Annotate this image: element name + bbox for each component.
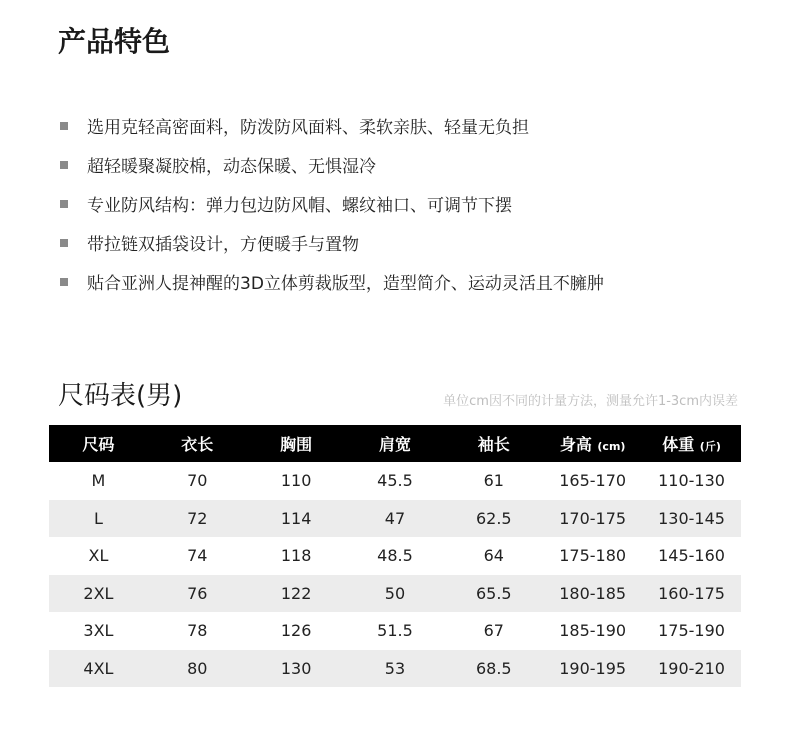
table-row	[49, 537, 741, 575]
table-row	[49, 650, 741, 688]
feature-text: 选用克轻高密面料，防泼防风面料、柔软亲肤、轻量无负担	[87, 118, 529, 138]
column-header-sleeve	[444, 425, 543, 462]
features-title: 产品特色	[58, 25, 171, 58]
column-header-label: 袖长	[477, 435, 510, 454]
table-cell: 4XL	[49, 650, 148, 688]
table-row	[49, 575, 741, 613]
table-cell: 78	[187, 621, 208, 641]
column-header-label: 胸围	[280, 435, 313, 454]
column-header-length	[148, 425, 247, 462]
table-cell: 62.5	[444, 500, 543, 538]
table-cell: 145-160	[658, 546, 725, 566]
feature-text: 贴合亚洲人提神醒的3D立体剪裁版型，造型简介、运动灵活且不臃肿	[87, 274, 604, 294]
table-row	[49, 500, 741, 538]
table-cell: 53	[346, 650, 445, 688]
table-cell: 64	[483, 546, 504, 566]
square-bullet-icon	[60, 200, 68, 208]
table-cell: 110-130	[658, 471, 725, 491]
column-header-unit: (斤)	[699, 440, 721, 453]
table-cell: 175-190	[658, 621, 725, 641]
table-cell: 165-170	[559, 471, 627, 491]
feature-text: 带拉链双插袋设计，方便暖手与置物	[87, 235, 359, 255]
table-cell: 190-195	[543, 650, 642, 688]
column-header-size	[49, 425, 148, 462]
table-cell: 80	[148, 650, 247, 688]
table-cell: 70	[187, 471, 208, 491]
column-header-chest	[247, 425, 346, 462]
column-header-unit: (cm)	[597, 440, 626, 453]
column-header-label: 身高	[559, 435, 592, 454]
table-cell: 61	[483, 471, 504, 491]
feature-item	[60, 262, 740, 301]
table-cell: XL	[88, 546, 109, 566]
column-header-shoulder	[346, 425, 445, 462]
square-bullet-icon	[60, 239, 68, 247]
feature-text: 超轻暖聚凝胶棉，动态保暖、无惧湿冷	[87, 157, 376, 177]
column-header-height	[543, 425, 642, 462]
measurement-note: 单位cm因不同的计量方法，测量允许1-3cm内误差	[443, 394, 738, 409]
table-cell: M	[91, 471, 106, 491]
square-bullet-icon	[60, 122, 68, 130]
square-bullet-icon	[60, 161, 68, 169]
table-cell: L	[49, 500, 148, 538]
column-header-label: 衣长	[181, 435, 214, 454]
table-cell: 72	[148, 500, 247, 538]
features-list	[60, 106, 740, 301]
feature-item	[60, 223, 740, 262]
table-cell: 51.5	[377, 621, 413, 641]
feature-item	[60, 145, 740, 184]
table-cell: 45.5	[377, 471, 413, 491]
table-cell: 65.5	[444, 575, 543, 613]
table-cell: 110	[280, 471, 312, 491]
table-cell: 118	[280, 546, 312, 566]
table-header-row	[49, 425, 741, 462]
table-cell: 67	[483, 621, 504, 641]
table-cell: 74	[187, 546, 208, 566]
size-chart-title: 尺码表(男)	[58, 381, 183, 411]
table-cell: 170-175	[543, 500, 642, 538]
table-cell: 126	[280, 621, 312, 641]
column-header-weight	[642, 425, 741, 462]
table-cell: 180-185	[543, 575, 642, 613]
table-row	[49, 462, 741, 500]
table-cell: 160-175	[642, 575, 741, 613]
table-row	[49, 612, 741, 650]
table-cell: 114	[247, 500, 346, 538]
table-cell: 185-190	[559, 621, 627, 641]
column-header-label: 体重	[662, 435, 695, 454]
table-cell: 50	[346, 575, 445, 613]
square-bullet-icon	[60, 278, 68, 286]
table-cell: 76	[148, 575, 247, 613]
table-cell: 122	[247, 575, 346, 613]
feature-item	[60, 184, 740, 223]
table-cell: 68.5	[444, 650, 543, 688]
table-cell: 130-145	[642, 500, 741, 538]
table-cell: 2XL	[49, 575, 148, 613]
table-cell: 47	[346, 500, 445, 538]
table-cell: 3XL	[83, 621, 114, 641]
feature-text: 专业防风结构：弹力包边防风帽、螺纹袖口、可调节下摆	[87, 196, 512, 216]
size-table	[49, 425, 741, 687]
feature-item	[60, 106, 740, 145]
column-header-label: 尺码	[82, 435, 115, 454]
table-cell: 190-210	[642, 650, 741, 688]
table-cell: 48.5	[377, 546, 413, 566]
table-cell: 175-180	[559, 546, 627, 566]
table-cell: 130	[247, 650, 346, 688]
column-header-label: 肩宽	[378, 435, 411, 454]
